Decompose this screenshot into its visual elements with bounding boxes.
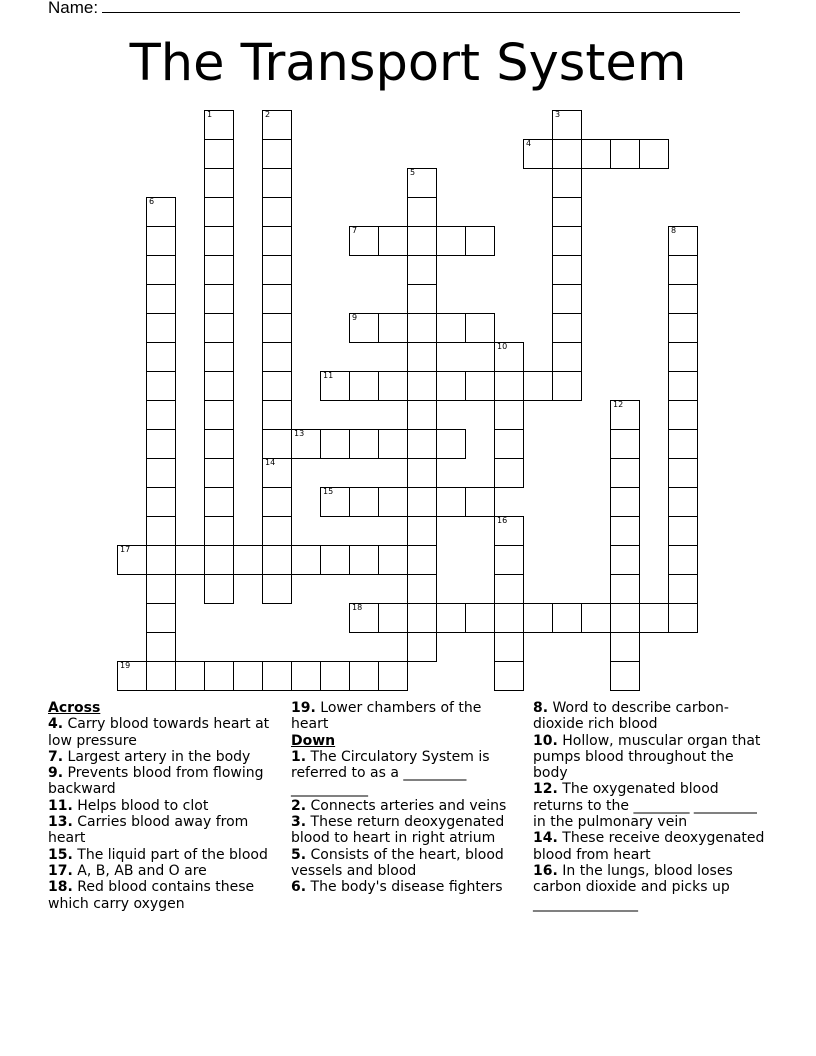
clue-num: 5. — [291, 846, 307, 863]
clue-text: Prevents blood from flowing backward — [48, 765, 264, 798]
crossword-cell[interactable] — [146, 574, 176, 604]
crossword-cell[interactable] — [146, 371, 176, 401]
crossword-cell[interactable] — [349, 545, 379, 575]
clue-text: The oxygenated blood returns to the ________ _________ in the pulmonary vein — [533, 781, 757, 831]
clue-text: Lower chambers of the heart — [291, 700, 482, 733]
crossword-cell[interactable] — [407, 400, 437, 430]
crossword-cell[interactable] — [291, 661, 321, 691]
crossword-cell[interactable] — [291, 545, 321, 575]
clue-num: 17. — [48, 862, 73, 879]
crossword-cell[interactable] — [407, 284, 437, 314]
crossword-cell[interactable] — [146, 429, 176, 459]
crossword-cell[interactable] — [262, 313, 292, 343]
clue-item — [48, 798, 280, 814]
crossword-cell[interactable] — [146, 255, 176, 285]
crossword-cell[interactable] — [349, 603, 379, 633]
crossword-cell[interactable] — [407, 632, 437, 662]
crossword-cell[interactable] — [378, 661, 408, 691]
clue-text: These return deoxygenated blood to heart in right atrium — [291, 814, 505, 847]
crossword-cell[interactable] — [523, 371, 553, 401]
crossword-cell[interactable] — [175, 545, 205, 575]
clue-num: 12. — [533, 781, 558, 798]
crossword-cell[interactable] — [407, 458, 437, 488]
crossword-cell[interactable] — [146, 516, 176, 546]
crossword-cell[interactable] — [407, 255, 437, 285]
crossword-cell[interactable] — [465, 371, 495, 401]
crossword-cell[interactable] — [552, 139, 582, 169]
clue-item — [291, 814, 523, 847]
crossword-cell[interactable] — [320, 487, 350, 517]
clue-number: 15 — [323, 487, 334, 496]
crossword-cell[interactable] — [262, 429, 292, 459]
crossword-cell[interactable] — [204, 487, 234, 517]
clue-text: These receive deoxygenated blood from heart — [533, 830, 765, 863]
crossword-cell[interactable] — [610, 661, 640, 691]
clue-number: 4 — [526, 139, 532, 148]
crossword-cell[interactable] — [552, 313, 582, 343]
clue-item — [533, 733, 765, 782]
clue-text: The Circulatory System is referred to as a _________ ___________ — [291, 748, 490, 798]
clue-number: 11 — [323, 371, 334, 380]
clue-number: 13 — [294, 429, 305, 438]
clue-item — [533, 700, 765, 733]
crossword-cell[interactable] — [204, 574, 234, 604]
clue-item — [48, 749, 280, 765]
clue-column-2 — [291, 700, 523, 896]
crossword-cell[interactable] — [494, 545, 524, 575]
clue-item — [291, 847, 523, 880]
clue-num: 8. — [533, 700, 549, 716]
crossword-cell[interactable] — [146, 487, 176, 517]
crossword-cell[interactable] — [407, 516, 437, 546]
crossword-cell[interactable] — [378, 487, 408, 517]
crossword-cell[interactable] — [494, 632, 524, 662]
crossword-cell[interactable] — [349, 313, 379, 343]
crossword-cell[interactable] — [407, 342, 437, 372]
crossword-cell[interactable] — [668, 603, 698, 633]
clue-text: Connects arteries and veins — [306, 797, 507, 814]
crossword-cell[interactable] — [610, 632, 640, 662]
crossword-cell[interactable] — [378, 226, 408, 256]
crossword-cell[interactable] — [262, 255, 292, 285]
clue-item — [533, 863, 765, 912]
crossword-cell[interactable] — [204, 284, 234, 314]
crossword-cell[interactable] — [117, 545, 147, 575]
clue-item — [48, 814, 280, 847]
clue-item — [48, 863, 280, 879]
crossword-cell[interactable] — [610, 458, 640, 488]
crossword-cell[interactable] — [552, 197, 582, 227]
crossword-cell[interactable] — [204, 458, 234, 488]
crossword-cell[interactable] — [204, 226, 234, 256]
crossword-cell[interactable] — [262, 226, 292, 256]
crossword-cell[interactable] — [610, 139, 640, 169]
crossword-cell[interactable] — [552, 255, 582, 285]
clue-num: 9. — [48, 765, 64, 782]
crossword-cell[interactable] — [436, 487, 466, 517]
clue-item — [291, 798, 523, 814]
crossword-cell[interactable] — [407, 226, 437, 256]
down-heading: Down — [291, 732, 336, 749]
page-title: The Transport System — [129, 34, 687, 93]
crossword-cell[interactable] — [668, 487, 698, 517]
crossword-cell[interactable] — [262, 487, 292, 517]
crossword-cell[interactable] — [668, 255, 698, 285]
crossword-cell[interactable] — [610, 429, 640, 459]
crossword-cell[interactable] — [552, 168, 582, 198]
crossword-cell[interactable] — [262, 197, 292, 227]
crossword-cell[interactable] — [204, 168, 234, 198]
clue-num: 19. — [291, 700, 316, 716]
clue-item — [533, 781, 765, 830]
clue-text: In the lungs, blood loses carbon dioxide and picks up _______________ — [533, 862, 733, 912]
clue-item — [291, 879, 523, 895]
clue-text: Carry blood towards heart at low pressure — [48, 716, 270, 749]
clue-number: 19 — [120, 661, 131, 670]
crossword-cell[interactable] — [146, 632, 176, 662]
crossword-cell[interactable] — [552, 284, 582, 314]
clue-text: Hollow, muscular organ that pumps blood throughout the body — [533, 732, 761, 782]
crossword-cell[interactable] — [204, 110, 234, 140]
crossword-cell[interactable] — [494, 458, 524, 488]
crossword-cell[interactable] — [552, 603, 582, 633]
clue-number: 3 — [555, 110, 561, 119]
clue-number: 12 — [613, 400, 624, 409]
crossword-cell[interactable] — [436, 371, 466, 401]
clue-num: 4. — [48, 716, 64, 733]
clue-item — [291, 749, 523, 798]
clue-item — [48, 765, 280, 798]
crossword-cell[interactable] — [523, 139, 553, 169]
crossword-cell[interactable] — [262, 661, 292, 691]
clue-item — [533, 830, 765, 863]
crossword-cell[interactable] — [668, 342, 698, 372]
clue-number: 1 — [207, 110, 213, 119]
crossword-cell[interactable] — [407, 545, 437, 575]
clue-text: The liquid part of the blood — [72, 846, 268, 863]
crossword-cell[interactable] — [378, 429, 408, 459]
crossword-cell[interactable] — [465, 226, 495, 256]
crossword-cell[interactable] — [436, 313, 466, 343]
crossword-cell[interactable] — [291, 429, 321, 459]
clue-number: 8 — [671, 226, 677, 235]
clue-num: 3. — [291, 814, 307, 831]
clue-text: Helps blood to clot — [72, 797, 209, 814]
crossword-cell[interactable] — [668, 429, 698, 459]
name-label: Name: — [48, 0, 99, 17]
crossword-cell[interactable] — [407, 603, 437, 633]
crossword-cell[interactable] — [552, 226, 582, 256]
clue-text: Carries blood away from heart — [48, 814, 249, 847]
crossword-cell[interactable] — [610, 487, 640, 517]
crossword-cell[interactable] — [320, 429, 350, 459]
crossword-cell[interactable] — [494, 371, 524, 401]
clue-item — [291, 700, 523, 733]
crossword-cell[interactable] — [668, 545, 698, 575]
crossword-cell[interactable] — [262, 371, 292, 401]
crossword-cell[interactable] — [494, 574, 524, 604]
crossword-cell[interactable] — [523, 603, 553, 633]
clue-number: 2 — [265, 110, 271, 119]
clue-num: 15. — [48, 846, 73, 863]
crossword-cell[interactable] — [494, 429, 524, 459]
crossword-cell[interactable] — [262, 400, 292, 430]
clue-num: 16. — [533, 862, 558, 879]
crossword-cell[interactable] — [639, 603, 669, 633]
crossword-cell[interactable] — [552, 342, 582, 372]
crossword-cell[interactable] — [610, 574, 640, 604]
crossword-cell[interactable] — [581, 603, 611, 633]
crossword-cell[interactable] — [378, 371, 408, 401]
crossword-cell[interactable] — [668, 284, 698, 314]
crossword-cell[interactable] — [262, 342, 292, 372]
crossword-cell[interactable] — [494, 342, 524, 372]
crossword-cell[interactable] — [349, 371, 379, 401]
clue-text: A, B, AB and O are — [72, 862, 207, 879]
crossword-cell[interactable] — [320, 371, 350, 401]
crossword-cell[interactable] — [146, 545, 176, 575]
crossword-cell[interactable] — [378, 603, 408, 633]
crossword-cell[interactable] — [407, 313, 437, 343]
crossword-cell[interactable] — [146, 284, 176, 314]
crossword-cell[interactable] — [146, 226, 176, 256]
crossword-cell[interactable] — [204, 342, 234, 372]
clue-num: 10. — [533, 732, 558, 749]
crossword-cell[interactable] — [262, 458, 292, 488]
clue-number: 6 — [149, 197, 155, 206]
crossword-cell[interactable] — [349, 661, 379, 691]
clue-text: Red blood contains these which carry oxygen — [48, 879, 255, 912]
clue-number: 5 — [410, 168, 416, 177]
crossword-cell[interactable] — [146, 197, 176, 227]
clue-num: 6. — [291, 879, 307, 896]
clue-item — [48, 847, 280, 863]
clue-number: 14 — [265, 458, 276, 467]
clue-num: 11. — [48, 797, 73, 814]
crossword-cell[interactable] — [262, 545, 292, 575]
crossword-cell[interactable] — [610, 516, 640, 546]
crossword-cell[interactable] — [407, 371, 437, 401]
crossword-cell[interactable] — [204, 400, 234, 430]
crossword-cell[interactable] — [204, 255, 234, 285]
clue-number: 9 — [352, 313, 358, 322]
crossword-cell[interactable] — [668, 371, 698, 401]
crossword-cell[interactable] — [436, 226, 466, 256]
clue-text: Word to describe carbon-dioxide rich blood — [533, 700, 729, 733]
crossword-cell[interactable] — [233, 545, 263, 575]
crossword-cell[interactable] — [204, 545, 234, 575]
crossword-cell[interactable] — [552, 110, 582, 140]
clue-num: 13. — [48, 814, 73, 831]
crossword-cell[interactable] — [465, 603, 495, 633]
crossword-cell[interactable] — [407, 574, 437, 604]
clue-text: Largest artery in the body — [63, 748, 251, 765]
clue-column-1 — [48, 700, 280, 912]
clue-text: Consists of the heart, blood vessels and blood — [291, 846, 504, 879]
clue-number: 7 — [352, 226, 358, 235]
crossword-cell[interactable] — [349, 487, 379, 517]
crossword-cell[interactable] — [581, 139, 611, 169]
crossword-cell[interactable] — [668, 574, 698, 604]
crossword-cell[interactable] — [146, 661, 176, 691]
clue-item — [48, 716, 280, 749]
crossword-cell[interactable] — [262, 574, 292, 604]
clue-number: 17 — [120, 545, 131, 554]
clue-num: 7. — [48, 748, 64, 765]
crossword-cell[interactable] — [349, 226, 379, 256]
crossword-cell[interactable] — [204, 429, 234, 459]
crossword-cell[interactable] — [204, 516, 234, 546]
crossword-cell[interactable] — [146, 458, 176, 488]
crossword-cell[interactable] — [320, 545, 350, 575]
crossword-cell[interactable] — [378, 313, 408, 343]
clue-number: 18 — [352, 603, 363, 612]
crossword-cell[interactable] — [436, 603, 466, 633]
crossword-cell[interactable] — [668, 516, 698, 546]
crossword-cell[interactable] — [146, 400, 176, 430]
crossword-cell[interactable] — [407, 487, 437, 517]
crossword-cell[interactable] — [378, 545, 408, 575]
crossword-cell[interactable] — [204, 139, 234, 169]
crossword-cell[interactable] — [204, 313, 234, 343]
crossword-cell[interactable] — [175, 661, 205, 691]
crossword-cell[interactable] — [494, 516, 524, 546]
crossword-cell[interactable] — [494, 661, 524, 691]
crossword-cell[interactable] — [668, 226, 698, 256]
across-heading: Across — [48, 700, 101, 716]
crossword-cell[interactable] — [262, 139, 292, 169]
crossword-cell[interactable] — [233, 661, 263, 691]
crossword-cell[interactable] — [146, 313, 176, 343]
crossword-cell[interactable] — [668, 400, 698, 430]
crossword-cell[interactable] — [146, 342, 176, 372]
crossword-cell[interactable] — [436, 429, 466, 459]
crossword-cell[interactable] — [146, 603, 176, 633]
crossword-cell[interactable] — [117, 661, 147, 691]
crossword-cell[interactable] — [610, 545, 640, 575]
crossword-cell[interactable] — [204, 371, 234, 401]
clue-num: 2. — [291, 797, 307, 814]
crossword-cell[interactable] — [494, 603, 524, 633]
crossword-cell[interactable] — [349, 429, 379, 459]
clue-num: 1. — [291, 748, 307, 765]
crossword-cell[interactable] — [668, 313, 698, 343]
clue-num: 18. — [48, 879, 73, 896]
crossword-cell[interactable] — [262, 168, 292, 198]
clue-column-3 — [533, 700, 765, 912]
clue-num: 14. — [533, 830, 558, 847]
crossword-cell[interactable] — [204, 197, 234, 227]
clue-item — [48, 879, 280, 912]
crossword-cell[interactable] — [262, 516, 292, 546]
crossword-cell[interactable] — [465, 313, 495, 343]
crossword-cell[interactable] — [639, 139, 669, 169]
crossword-cell[interactable] — [320, 661, 350, 691]
crossword-cell[interactable] — [407, 197, 437, 227]
crossword-cell[interactable] — [610, 400, 640, 430]
crossword-cell[interactable] — [204, 661, 234, 691]
crossword-cell[interactable] — [668, 458, 698, 488]
crossword-cell[interactable] — [494, 400, 524, 430]
clue-number: 10 — [497, 342, 508, 351]
clue-number: 16 — [497, 516, 508, 525]
crossword-cell[interactable] — [610, 603, 640, 633]
crossword-cell[interactable] — [262, 110, 292, 140]
crossword-cell[interactable] — [552, 371, 582, 401]
crossword-cell[interactable] — [407, 429, 437, 459]
clue-text: The body's disease fighters — [306, 879, 503, 896]
crossword-cell[interactable] — [262, 284, 292, 314]
crossword-cell[interactable] — [407, 168, 437, 198]
crossword-cell[interactable] — [465, 487, 495, 517]
